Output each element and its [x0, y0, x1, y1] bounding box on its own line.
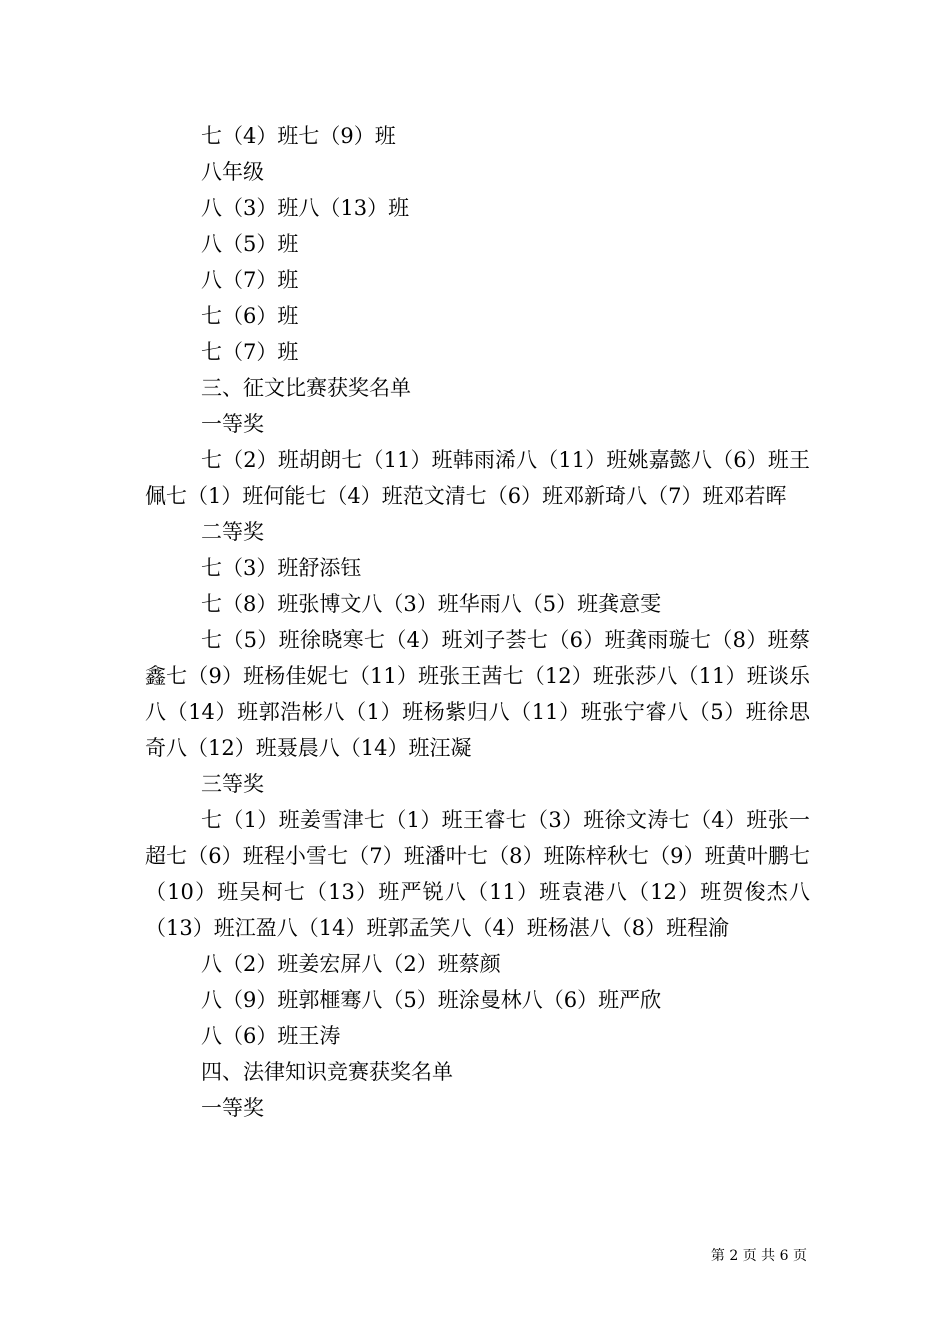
paragraph: 七（6）班: [201, 304, 299, 328]
prize-heading-third: 三等奖: [201, 772, 264, 796]
section-heading-essay-contest: 三、征文比赛获奖名单: [201, 376, 411, 400]
prize-heading-first: 一等奖: [201, 412, 264, 436]
paragraph: 七（4）班七（9）班: [201, 124, 396, 148]
grade-heading: 八年级: [201, 160, 264, 184]
winner-list: 七（3）班舒添钰: [201, 556, 362, 580]
winner-list: 八（9）班郭榧骞八（5）班涂曼林八（6）班严欣: [201, 988, 662, 1012]
paragraph: 七（7）班: [201, 340, 299, 364]
section-heading-law-quiz: 四、法律知识竞赛获奖名单: [201, 1060, 453, 1084]
prize-heading-first: 一等奖: [201, 1096, 264, 1120]
winner-list: 八（6）班王涛: [201, 1024, 341, 1048]
winner-list: 七（2）班胡朗七（11）班韩雨浠八（11）班姚嘉懿八（6）班王佩七（1）班何能七（4）班范文清七（6）班邓新琦八（7）班邓若晖: [145, 448, 810, 508]
winner-list: 七（1）班姜雪津七（1）班王睿七（3）班徐文涛七（4）班张一超七（6）班程小雪七（7）班潘叶七（8）班陈梓秋七（9）班黄叶鹏七（10）班吴柯七（13）班严锐八（11）班袁港八（12）班贺俊杰八（13）班江盈八（14）班郭孟笑八（4）班杨湛八（8）班程渝: [145, 808, 810, 940]
winner-list: 八（2）班姜宏屏八（2）班蔡颜: [201, 952, 501, 976]
paragraph: 八（7）班: [201, 268, 299, 292]
page-number: 第 2 页 共 6 页: [710, 1248, 807, 1264]
paragraph: 八（3）班八（13）班: [201, 196, 410, 220]
document-body: [145, 118, 810, 1126]
winner-list: 七（5）班徐晓寒七（4）班刘子荟七（6）班龚雨璇七（8）班蔡鑫七（9）班杨佳妮七（11）班张王茜七（12）班张莎八（11）班谈乐八（14）班郭浩彬八（1）班杨紫归八（11）班张宁睿八（5）班徐思奇八（12）班聂晨八（14）班汪凝: [145, 628, 810, 760]
prize-heading-second: 二等奖: [201, 520, 264, 544]
winner-list: 七（8）班张博文八（3）班华雨八（5）班龚意雯: [201, 592, 662, 616]
paragraph: 八（5）班: [201, 232, 299, 256]
